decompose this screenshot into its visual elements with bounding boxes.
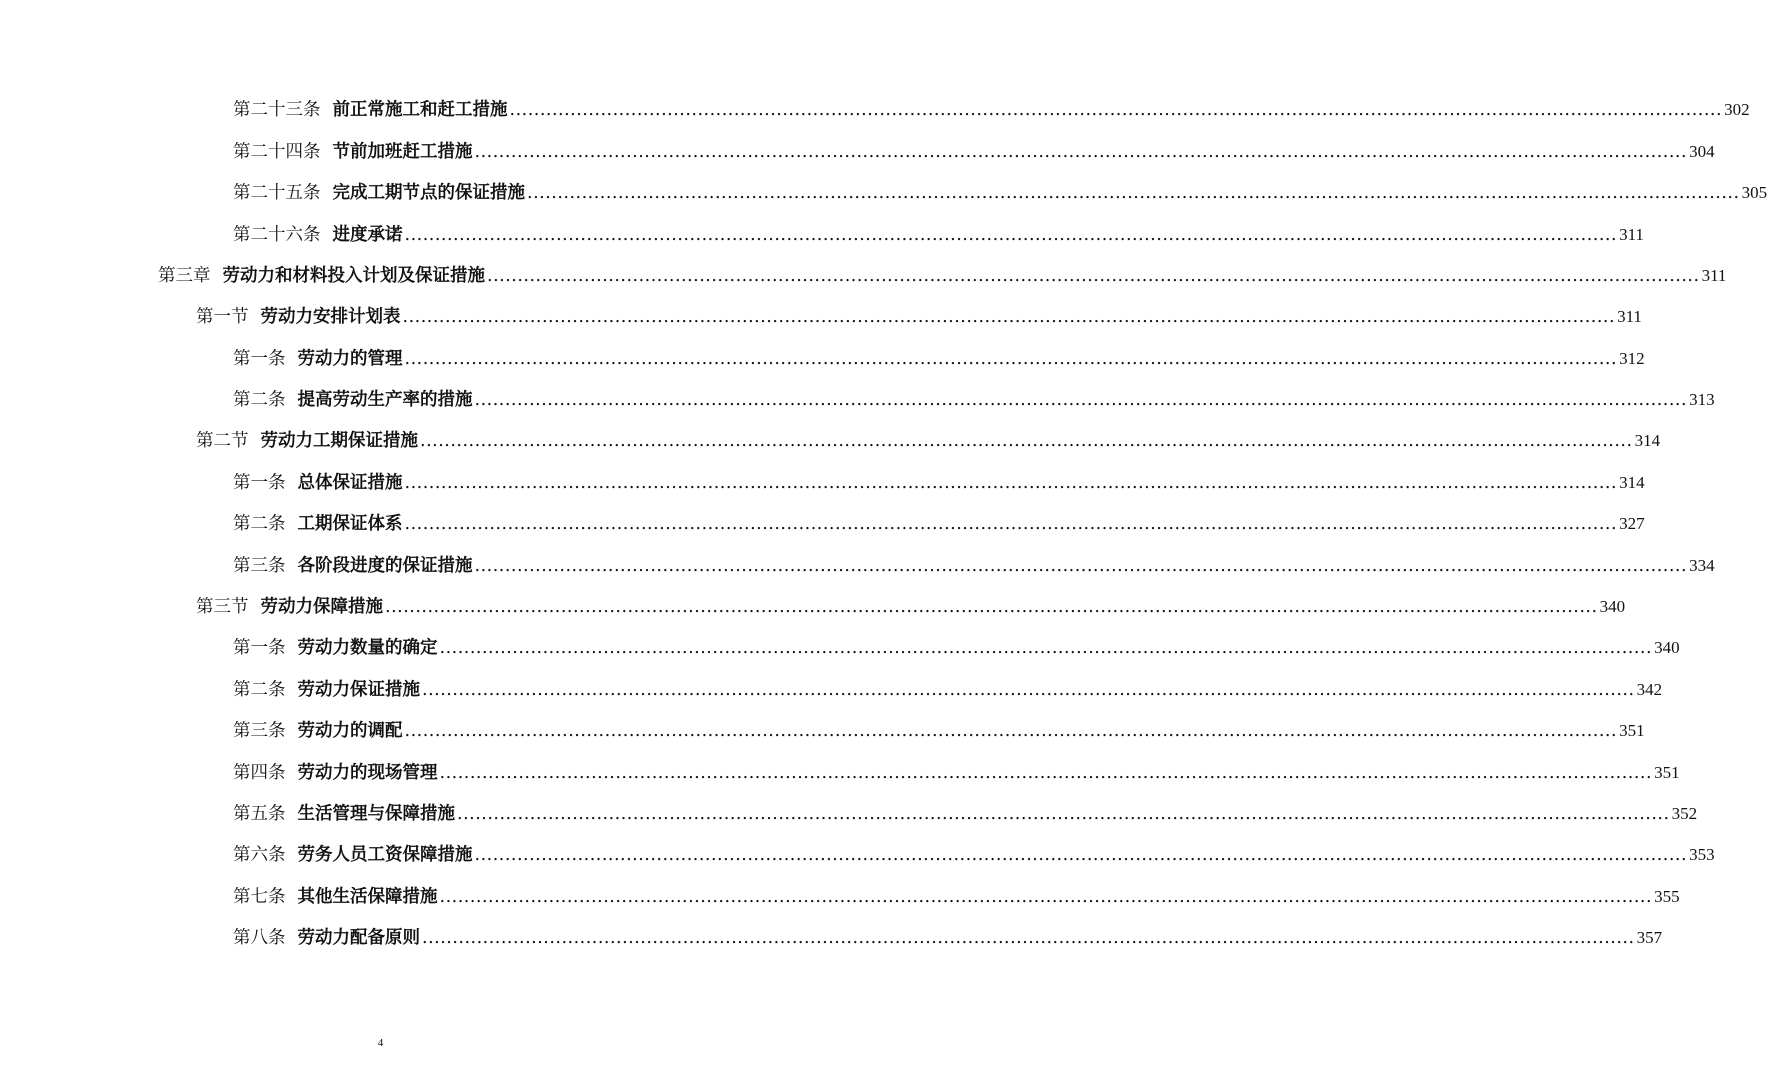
toc-entry[interactable]	[233, 137, 1715, 167]
entry-title: 劳动力和材料投入计划及保证措施	[222, 266, 485, 286]
toc-entry[interactable]	[233, 799, 1698, 829]
entry-number: 第一节	[196, 307, 249, 327]
toc-entry[interactable]	[233, 716, 1645, 746]
entry-number: 第二十六条	[233, 225, 321, 245]
dot-leader: ........................................................................................................................................................................................................	[402, 307, 1616, 327]
dot-leader: ........................................................................................................................................................................................................	[422, 680, 1635, 700]
entry-number: 第一条	[233, 349, 286, 369]
page-number: 4	[377, 1037, 384, 1049]
entry-page: 311	[1619, 225, 1644, 244]
entry-title: 劳动力保证措施	[297, 680, 420, 700]
dot-leader: ........................................................................................................................................................................................................	[420, 431, 1633, 451]
entry-page: 302	[1724, 100, 1750, 119]
toc-entry[interactable]	[233, 675, 1663, 705]
entry-page: 304	[1689, 142, 1715, 161]
dot-leader: ........................................................................................................................................................................................................	[385, 597, 1598, 617]
dot-leader: ........................................................................................................................................................................................................	[474, 845, 1688, 865]
dot-leader: ........................................................................................................................................................................................................	[457, 804, 1670, 824]
entry-title: 劳动力的调配	[297, 721, 403, 741]
entry-page: 334	[1689, 556, 1715, 575]
dot-leader: ........................................................................................................................................................................................................	[404, 473, 1618, 493]
toc-entry[interactable]	[233, 344, 1645, 374]
entry-title: 劳动力安排计划表	[260, 307, 401, 327]
entry-page: 314	[1634, 431, 1661, 450]
dot-leader: ........................................................................................................................................................................................................	[404, 225, 1618, 245]
entry-number: 第二十五条	[233, 183, 321, 203]
entry-number: 第二十四条	[233, 142, 321, 162]
dot-leader: ........................................................................................................................................................................................................	[509, 100, 1723, 120]
toc-entry-chapter[interactable]	[158, 261, 1727, 291]
toc-entry[interactable]	[233, 95, 1750, 125]
entry-title: 总体保证措施	[297, 473, 403, 493]
entry-page: 312	[1619, 349, 1645, 368]
entry-page: 352	[1671, 804, 1698, 823]
entry-title: 前正常施工和赶工措施	[332, 100, 508, 120]
entry-title: 劳动力配备原则	[297, 928, 420, 948]
entry-number: 第七条	[233, 887, 286, 907]
toc-entry[interactable]	[233, 178, 1767, 208]
dot-leader: ........................................................................................................................................................................................................	[474, 556, 1688, 576]
toc-entry-section[interactable]	[196, 592, 1626, 622]
entry-number: 第二十三条	[233, 100, 321, 120]
entry-page: 340	[1654, 638, 1680, 657]
dot-leader: ........................................................................................................................................................................................................	[527, 183, 1740, 203]
entry-title: 各阶段进度的保证措施	[297, 556, 473, 576]
entry-page: 327	[1619, 514, 1645, 533]
toc-entry[interactable]	[233, 923, 1663, 953]
entry-page: 357	[1636, 928, 1663, 947]
entry-page: 311	[1617, 307, 1642, 326]
entry-page: 313	[1689, 390, 1715, 409]
entry-title: 劳动力的管理	[297, 349, 403, 369]
entry-number: 第三章	[158, 266, 211, 286]
entry-number: 第二条	[233, 514, 286, 534]
toc-entry-section[interactable]	[196, 426, 1661, 456]
entry-number: 第三条	[233, 556, 286, 576]
entry-number: 第三条	[233, 721, 286, 741]
toc-entry[interactable]	[233, 468, 1645, 498]
dot-leader: ........................................................................................................................................................................................................	[439, 763, 1653, 783]
entry-number: 第五条	[233, 804, 286, 824]
entry-title: 劳动力的现场管理	[297, 763, 438, 783]
toc-entry[interactable]	[233, 551, 1715, 581]
entry-number: 第四条	[233, 763, 286, 783]
dot-leader: ........................................................................................................................................................................................................	[474, 390, 1688, 410]
entry-page: 351	[1619, 721, 1645, 740]
entry-number: 第一条	[233, 638, 286, 658]
toc-entry[interactable]	[233, 633, 1680, 663]
entry-title: 劳务人员工资保障措施	[297, 845, 473, 865]
entry-title: 其他生活保障措施	[297, 887, 438, 907]
entry-number: 第三节	[196, 597, 249, 617]
entry-title: 提高劳动生产率的措施	[297, 390, 473, 410]
dot-leader: ........................................................................................................................................................................................................	[422, 928, 1635, 948]
toc-entry[interactable]	[233, 509, 1645, 539]
dot-leader: ........................................................................................................................................................................................................	[404, 721, 1618, 741]
entry-title: 劳动力数量的确定	[297, 638, 438, 658]
entry-page: 314	[1619, 473, 1645, 492]
entry-page: 305	[1741, 183, 1767, 202]
toc-entry[interactable]	[233, 882, 1680, 912]
entry-page: 351	[1654, 763, 1680, 782]
entry-page: 353	[1689, 845, 1715, 864]
dot-leader: ........................................................................................................................................................................................................	[404, 514, 1618, 534]
entry-number: 第六条	[233, 845, 286, 865]
entry-title: 节前加班赶工措施	[332, 142, 473, 162]
toc-entry[interactable]	[233, 840, 1715, 870]
toc-entry[interactable]	[233, 385, 1715, 415]
entry-title: 进度承诺	[332, 225, 403, 245]
toc-entry[interactable]	[233, 758, 1680, 788]
entry-number: 第二条	[233, 680, 286, 700]
dot-leader: ........................................................................................................................................................................................................	[474, 142, 1688, 162]
dot-leader: ........................................................................................................................................................................................................	[439, 638, 1653, 658]
dot-leader: ........................................................................................................................................................................................................	[404, 349, 1618, 369]
entry-number: 第一条	[233, 473, 286, 493]
entry-page: 342	[1636, 680, 1663, 699]
entry-number: 第二节	[196, 431, 249, 451]
dot-leader: ........................................................................................................................................................................................................	[439, 887, 1653, 907]
toc-entry-section[interactable]	[196, 302, 1642, 332]
entry-title: 劳动力保障措施	[260, 597, 383, 617]
entry-page: 311	[1701, 266, 1727, 285]
entry-title: 工期保证体系	[297, 514, 403, 534]
entry-title: 生活管理与保障措施	[297, 804, 455, 824]
entry-title: 完成工期节点的保证措施	[332, 183, 525, 203]
entry-page: 355	[1654, 887, 1680, 906]
entry-page: 340	[1599, 597, 1626, 616]
entry-number: 第二条	[233, 390, 286, 410]
dot-leader: ........................................................................................................................................................................................................	[487, 266, 1700, 286]
entry-number: 第八条	[233, 928, 286, 948]
toc-entry[interactable]	[233, 220, 1644, 250]
entry-title: 劳动力工期保证措施	[260, 431, 418, 451]
